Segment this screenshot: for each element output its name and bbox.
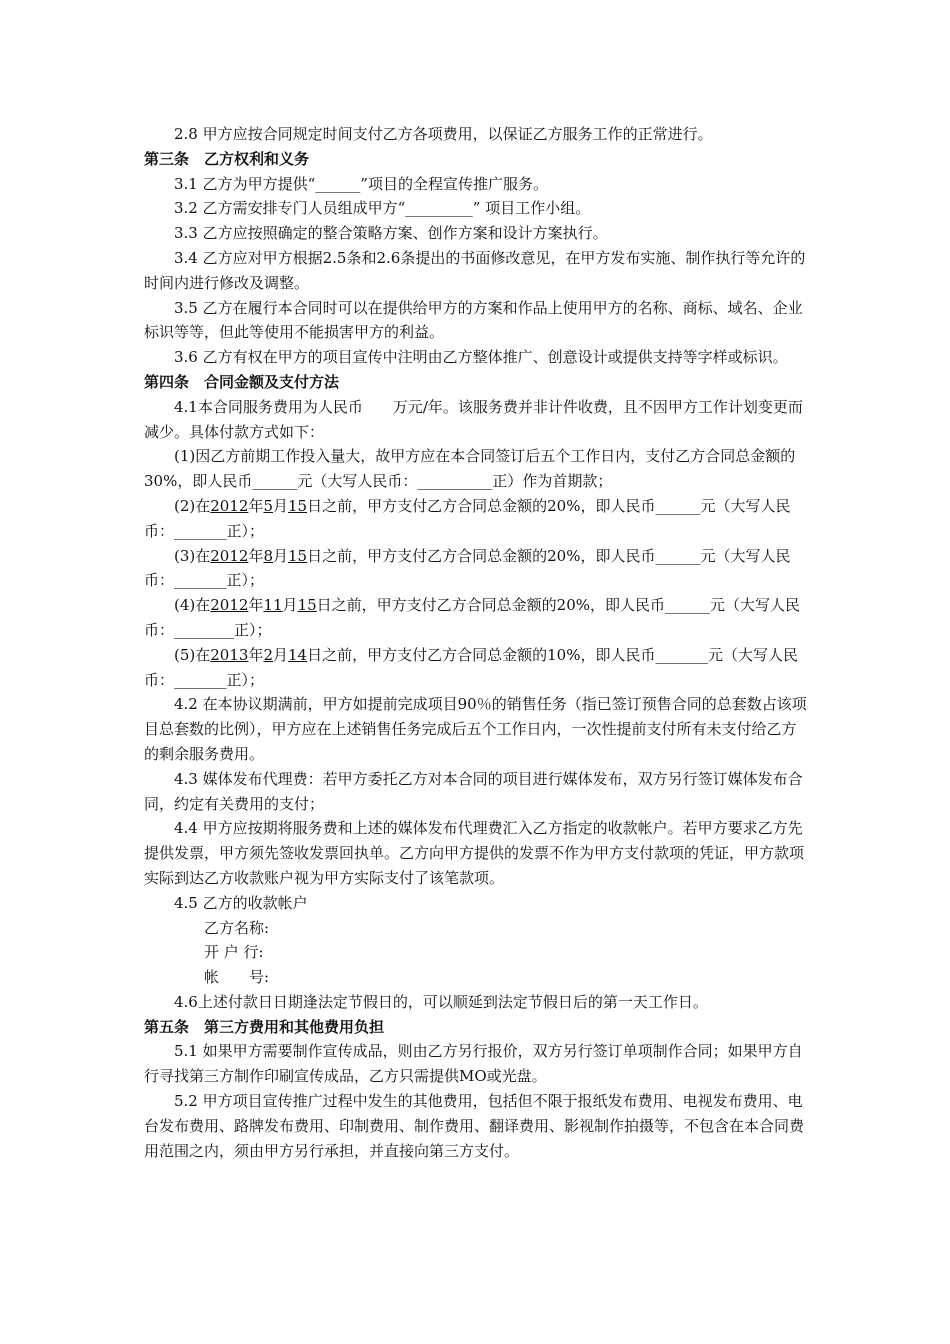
payment-day: 15: [288, 496, 308, 515]
payment-prefix: (3)在: [174, 546, 211, 565]
account-name-line: 乙方名称:: [204, 918, 270, 937]
payment-year: 2012: [210, 496, 249, 515]
clause-4-5: 4.5 乙方的收款帐户: [174, 893, 308, 912]
payment-text: 日之前，甲方支付乙方合同总金额的10%，即人民币_______元（大写人民币：_______正）；: [144, 645, 798, 689]
payment-prefix: (5)在: [174, 645, 211, 664]
clause-5-2: 5.2 甲方项目宣传推广过程中发生的其他费用，包括但不限于报纸发布费用、电视发布费用、电台发布费用、路牌发布费用、印制费用、制作费用、翻译费用、影视制作拍摄等，不包含在本合同费用范围之内，须由甲方另行承担，并直接向第三方支付。: [144, 1092, 805, 1160]
clause-4-1: 4.1本合同服务费用为人民币 万元/年。该服务费并非计件收费，且不因甲方工作计划变更而减少。具体付款方式如下：: [144, 397, 803, 441]
account-number-line: 帐 号:: [204, 968, 270, 987]
payment-item-3: [144, 544, 808, 594]
clause-4-6: 4.6上述付款日日期逢法定节假日的，可以顺延到法定节假日后的第一天工作日。: [174, 992, 708, 1011]
payment-month-label: 月: [273, 546, 289, 565]
payment-year: 2012: [210, 596, 249, 615]
clause-3-6: 3.6 乙方有权在甲方的项目宣传中注明由乙方整体推广、创意设计或提供支持等字样或标识。: [174, 348, 788, 367]
document-body: [144, 122, 808, 1163]
payment-year-label: 年: [248, 596, 264, 615]
payment-month-label: 月: [273, 645, 289, 664]
payment-day: 14: [288, 645, 308, 664]
payment-prefix: (2)在: [174, 496, 211, 515]
payment-text: 日之前，甲方支付乙方合同总金额的20%，即人民币______元（大写人民币：_______正）；: [144, 546, 791, 590]
payment-item-1: (1)因乙方前期工作投入量大，故甲方应在本合同签订后五个工作日内，支付乙方合同总金额的30%，即人民币______元（大写人民币：__________正）作为首期款；: [144, 447, 796, 491]
payment-item-4: [144, 593, 808, 643]
article-3-heading: 第三条 乙方权利和义务: [144, 149, 310, 168]
payment-day: 15: [297, 596, 317, 615]
clause-2-8: 2.8 甲方应按合同规定时间支付乙方各项费用，以保证乙方服务工作的正常进行。: [174, 125, 713, 143]
payment-prefix: (4)在: [174, 596, 211, 615]
clause-3-2: 3.2 乙方需安排专门人员组成甲方“_________” 项目工作小组。: [174, 199, 591, 218]
payment-year-label: 年: [248, 645, 264, 664]
clause-4-2: 4.2 在本协议期满前，甲方如提前完成项目90％的销售任务（指已签订预售合同的总套数占该项目总套数的比例），甲方应在上述销售任务完成后五个工作日内，一次性提前支付所有未支付给乙方的剩余服务费用。: [144, 695, 807, 763]
payment-month: 5: [263, 496, 273, 515]
payment-item-2: [144, 494, 808, 544]
clause-4-3: 4.3 媒体发布代理费：若甲方委托乙方对本合同的项目进行媒体发布，双方另行签订媒体发布合同，约定有关费用的支付；: [144, 769, 803, 813]
article-5-heading: 第五条 第三方费用和其他费用负担: [144, 1017, 385, 1036]
payment-month: 2: [263, 645, 273, 664]
payment-text: 日之前，甲方支付乙方合同总金额的20%，即人民币______元（大写人民币：_______正）；: [144, 496, 791, 540]
account-bank-line: 开 户 行:: [204, 943, 264, 962]
payment-text: 日之前，甲方支付乙方合同总金额的20%，即人民币______元（大写人民币：________正）；: [144, 596, 800, 639]
payment-year: 2013: [210, 645, 249, 664]
payment-month-label: 月: [273, 496, 289, 515]
article-4-heading: 第四条 合同金额及支付方法: [144, 372, 340, 391]
payment-month: 8: [263, 546, 273, 565]
payment-year: 2012: [210, 546, 249, 565]
payment-item-5: [144, 643, 808, 693]
clause-3-5: 3.5 乙方在履行本合同时可以在提供给甲方的方案和作品上使用甲方的名称、商标、域名、企业标识等等，但此等使用不能损害甲方的利益。: [144, 298, 803, 342]
payment-month-label: 月: [282, 596, 298, 615]
payment-day: 15: [288, 546, 308, 565]
clause-3-4: 3.4 乙方应对甲方根据2.5条和2.6条提出的书面修改意见，在甲方发布实施、制作执行等允许的时间内进行修改及调整。: [144, 248, 806, 292]
clause-3-3: 3.3 乙方应按照确定的整合策略方案、创作方案和设计方案执行。: [174, 224, 608, 243]
clause-3-1: 3.1 乙方为甲方提供“______”项目的全程宣传推广服务。: [174, 174, 548, 193]
clause-4-4: 4.4 甲方应按期将服务费和上述的媒体发布代理费汇入乙方指定的收款帐户。若甲方要求乙方先提供发票，甲方须先签收发票回执单。乙方向甲方提供的发票不作为甲方支付款项的凭证，甲方款项实际到达乙方收款账户视为甲方实际支付了该笔款项。: [144, 819, 805, 887]
clause-5-1: 5.1 如果甲方需要制作宣传成品，则由乙方另行报价，双方另行签订单项制作合同；如果甲方自行寻找第三方制作印刷宣传成品，乙方只需提供MO或光盘。: [144, 1042, 803, 1086]
payment-year-label: 年: [248, 546, 264, 565]
payment-month: 11: [263, 596, 283, 615]
payment-year-label: 年: [248, 496, 264, 515]
